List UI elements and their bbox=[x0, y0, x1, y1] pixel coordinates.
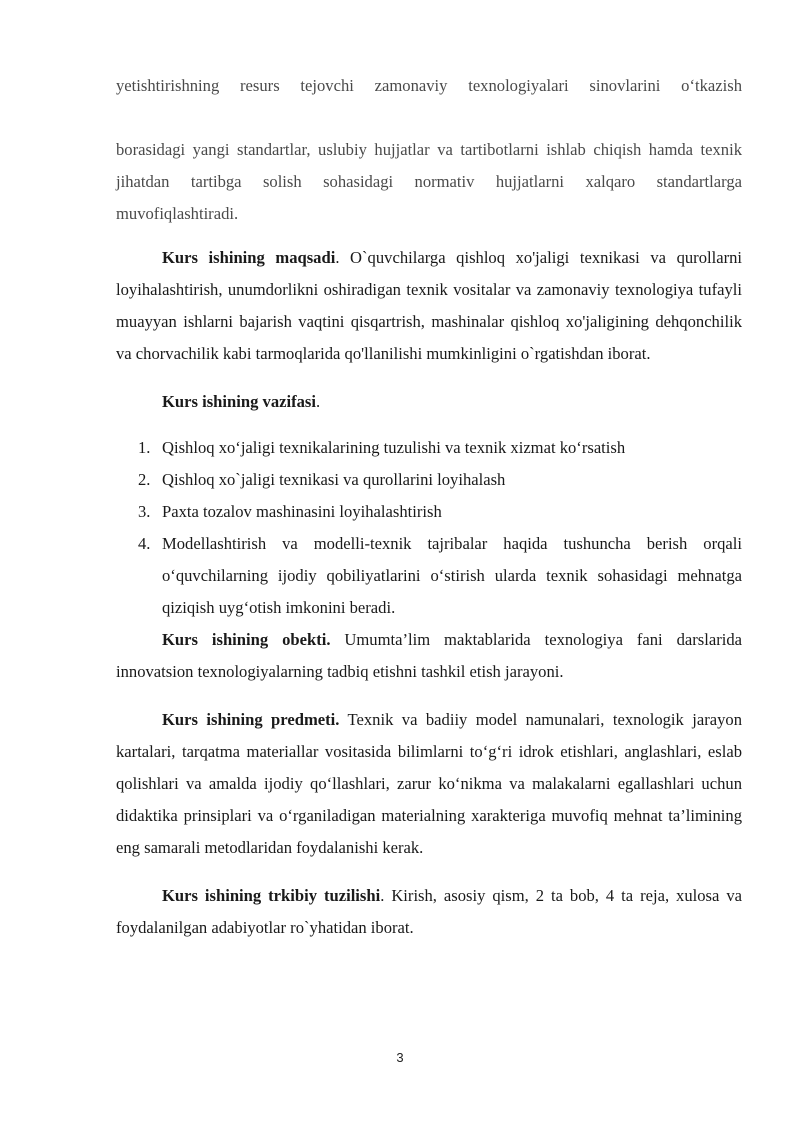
intro-paragraph: borasidagi yangi standartlar, uslubiy hujjatlar va tartibotlarni ishlab chiqish hamda texnik jihatdan tartibga solish sohasidagi normativ hujjatlarni xalqaro standartlarga muvofiqlashtiradi. bbox=[116, 140, 742, 223]
list-item-number: 1. bbox=[138, 438, 151, 457]
object-heading: Kurs ishining obekti. bbox=[162, 630, 331, 649]
tasks-list bbox=[116, 432, 742, 624]
subject-text: Texnik va badiiy model namunalari, texnologik jarayon kartalari, tarqatma materiallar vositasida bilimlarni to‘g‘ri idrok etishlari, anglashlari, eslab qolishlari va amalda ijodiy qo‘llashlari, zarur ko‘nikma va malakalarni egallashlari uchun didaktika prinsiplari va o‘rganiladigan materialning xarakteriga muvofiq mehnat ta’limining eng samarali metodlaridan foydalanishi kerak. bbox=[116, 710, 742, 857]
object-paragraph bbox=[116, 624, 742, 688]
list-item bbox=[116, 528, 742, 624]
purpose-paragraph bbox=[116, 242, 742, 370]
structure-paragraph bbox=[116, 880, 742, 944]
list-item bbox=[116, 432, 742, 464]
structure-heading: Kurs ishining trkibiy tuzilishi bbox=[162, 886, 381, 905]
purpose-heading: Kurs ishining maqsadi bbox=[162, 248, 336, 267]
intro-first-line: yetishtirishning resurs tejovchi zamonaviy texnologiyalari sinovlarini o‘tkazish bbox=[116, 76, 742, 95]
page-number: 3 bbox=[396, 1050, 404, 1065]
list-item-number: 3. bbox=[138, 502, 151, 521]
subject-heading: Kurs ishining predmeti. bbox=[162, 710, 340, 729]
list-item bbox=[116, 496, 742, 528]
document-page bbox=[116, 70, 742, 944]
list-item-text: Qishloq xo`jaligi texnikasi va qurollarini loyihalash bbox=[162, 470, 506, 489]
list-item bbox=[116, 464, 742, 496]
tasks-heading: Kurs ishining vazifasi bbox=[162, 392, 316, 411]
list-item-text: Qishloq xo‘jaligi texnikalarining tuzulishi va texnik xizmat ko‘rsatish bbox=[162, 438, 626, 457]
purpose-text: . O`quvchilarga qishloq xo'jaligi texnikasi va qurollarni loyihalashtirish, unumdorlikni oshiradigan texnik vositalar va zamonaviy texnologiya tufayli muayyan ishlarni bajarish vaqtini qisqartrish, mashinalar qishloq xo'jaligining dehqonchilik va chorvachilik kabi tarmoqlarida qo'llanilishi mumkinligini o`rgatishdan iborat. bbox=[116, 248, 743, 363]
list-item-number: 4. bbox=[138, 534, 151, 553]
list-item-text: Paxta tozalov mashinasini loyihalashtirish bbox=[162, 502, 442, 521]
tasks-heading-suffix: . bbox=[316, 392, 321, 411]
subject-paragraph bbox=[116, 704, 742, 864]
list-item-number: 2. bbox=[138, 470, 151, 489]
structure-text: . Kirish, asosiy qism, 2 ta bob, 4 ta reja, xulosa va foydalanilgan adabiyotlar ro`yhatidan iborat. bbox=[116, 886, 742, 937]
tasks-heading-paragraph bbox=[116, 386, 742, 418]
list-item-text: Modellashtirish va modelli-texnik tajribalar haqida tushuncha berish orqali o‘quvchilarning ijodiy qobiliyatlarini o‘stirish ularda texnik sohasidagi mehnatga qiziqish uyg‘otish imkonini beradi. bbox=[162, 534, 742, 617]
object-text: Umumta’lim maktablarida texnologiya fani darslarida innovatsion texnologiyalarning tadbiq etishni tashkil etish jarayoni. bbox=[116, 630, 742, 681]
